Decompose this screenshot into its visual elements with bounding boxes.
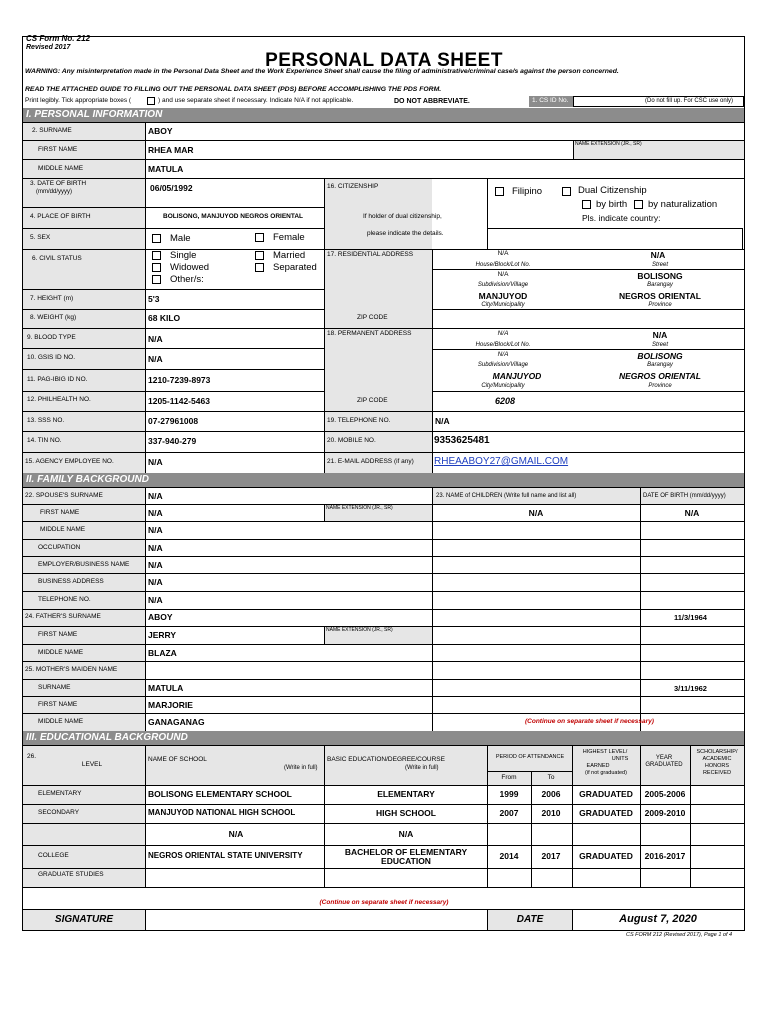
others-option: Other/s: [170, 274, 204, 285]
dual-note-1: If holder of dual citizenship, [363, 213, 442, 220]
res-house-caption: House/Block/Lot No. [475, 262, 531, 268]
elementary-to-value[interactable]: 2006 [541, 789, 561, 799]
perm-city-value[interactable]: MANJUYOD [492, 371, 542, 381]
civil-status-label: 6. CIVIL STATUS [32, 255, 82, 262]
agency-employee-value[interactable]: N/A [148, 457, 163, 467]
warning-text: WARNING: Any misinterpretation made in the Personal Data Sheet and the Work Experience Sheet shall cause the filing of administrative/criminal case/s against the person concerned. [25, 68, 619, 75]
mother-first-name-value[interactable]: MARJORIE [148, 700, 193, 710]
secondary-to-value[interactable]: 2010 [541, 808, 561, 818]
res-subdivision-caption: Subdivision/Village [477, 282, 529, 288]
sex-label: 5. SEX [30, 234, 51, 241]
first-name-label: FIRST NAME [38, 146, 78, 153]
perm-subdivision-caption: Subdivision/Village [477, 362, 529, 368]
tin-value[interactable]: 337-940-279 [148, 436, 197, 446]
education-level-graduate: GRADUATE STUDIES [38, 871, 104, 878]
gsis-value[interactable]: N/A [148, 354, 163, 364]
married-checkbox[interactable] [255, 251, 264, 260]
page-title: PERSONAL DATA SHEET [265, 50, 503, 71]
date-label: DATE [516, 914, 544, 925]
period-header: PERIOD OF ATTENDANCE [495, 754, 565, 760]
college-from-value[interactable]: 2014 [499, 851, 519, 861]
dual-citizenship-option: Dual Citizenship [578, 185, 647, 196]
father-name-ext-label: NAME EXTENSION (JR., SR) [326, 627, 393, 633]
mother-surname-value[interactable]: MATULA [148, 683, 184, 693]
school-write-full: (Write in full) [284, 765, 318, 771]
elementary-year-value[interactable]: 2005-2006 [644, 789, 686, 799]
res-subdivision-value[interactable]: N/A [497, 271, 509, 278]
permanent-address-label: 18. PERMANENT ADDRESS [327, 330, 412, 337]
mobile-value[interactable]: 9353625481 [434, 435, 490, 446]
secondary-highest-value[interactable]: GRADUATED [579, 808, 633, 818]
mother-first-name-label: FIRST NAME [38, 701, 78, 708]
res-province-value[interactable]: NEGROS ORIENTAL [618, 291, 702, 301]
mother-dob-value[interactable]: 3/11/1962 [674, 684, 707, 693]
res-street-value[interactable]: N/A [650, 250, 666, 260]
signature-field[interactable] [146, 910, 486, 930]
father-middle-name-label: MIDDLE NAME [38, 649, 84, 656]
secondary-school-value[interactable]: MANJUYOD NATIONAL HIGH SCHOOL [148, 808, 296, 817]
occupation-label: OCCUPATION [38, 544, 81, 551]
honors-header-4: RECEIVED [702, 770, 732, 776]
spouse-first-name-value[interactable]: N/A [148, 508, 163, 518]
college-school-value[interactable]: NEGROS ORIENTAL STATE UNIVERSITY [148, 851, 303, 860]
spouse-middle-name-label: MIDDLE NAME [40, 526, 86, 533]
by-naturalization-option: by naturalization [648, 199, 718, 210]
perm-barangay-caption: Barangay [647, 362, 673, 368]
college-year-value[interactable]: 2016-2017 [644, 851, 686, 861]
widowed-option: Widowed [170, 262, 210, 273]
filipino-option: Filipino [512, 186, 543, 197]
education-header-bg [23, 745, 744, 785]
by-naturalization-checkbox[interactable] [634, 200, 643, 209]
education-level-elementary: ELEMENTARY [38, 790, 82, 797]
father-surname-value[interactable]: ABOY [148, 612, 173, 622]
course-write-full: (Write in full) [405, 765, 439, 771]
perm-city-caption: City/Municipality [481, 383, 525, 389]
filipino-checkbox[interactable] [495, 187, 504, 196]
weight-value[interactable]: 68 KILO [148, 313, 181, 323]
dual-note-2: please indicate the details. [367, 230, 444, 237]
dob-label: 3. DATE OF BIRTH [30, 180, 87, 187]
date-value[interactable]: August 7, 2020 [619, 913, 697, 925]
by-birth-checkbox[interactable] [582, 200, 591, 209]
business-address-label: BUSINESS ADDRESS [38, 578, 104, 585]
email-label: 21. E-MAIL ADDRESS (if any) [327, 458, 414, 465]
to-header: To [547, 774, 555, 781]
telephone-value[interactable]: N/A [435, 416, 450, 426]
dob-format-label: (mm/dd/yyyy) [36, 189, 72, 195]
year-header-1: YEAR [655, 755, 673, 761]
married-option: Married [273, 250, 306, 261]
separated-checkbox[interactable] [255, 263, 264, 272]
secondary-course-value[interactable]: HIGH SCHOOL [376, 808, 436, 818]
blood-type-value[interactable]: N/A [148, 334, 163, 344]
elementary-highest-value[interactable]: GRADUATED [579, 789, 633, 799]
csc-use-note: (Do not fill up. For CSC use only) [645, 98, 734, 104]
employer-label: EMPLOYER/BUSINESS NAME [38, 561, 130, 568]
print-instruction-a: Print legibly. Tick appropriate boxes ( [25, 97, 132, 104]
form-revision: Revised 2017 [26, 44, 71, 51]
spouse-surname-value[interactable]: N/A [148, 491, 163, 501]
first-name-value[interactable]: RHEA MAR [148, 145, 194, 155]
secondary-year-value[interactable]: 2009-2010 [644, 808, 686, 818]
father-dob-value[interactable]: 11/3/1964 [674, 613, 707, 622]
male-option: Male [170, 233, 191, 244]
elementary-from-value[interactable]: 1999 [499, 789, 519, 799]
education-level-secondary: SECONDARY [38, 809, 80, 816]
res-barangay-caption: Barangay [647, 282, 673, 288]
philhealth-label: 12. PHILHEALTH NO. [27, 396, 91, 403]
pagibig-label: 11. PAG-IBIG ID NO. [27, 376, 88, 383]
year-header-2: GRADUATED [645, 762, 683, 768]
height-value[interactable]: 5'3 [148, 294, 160, 304]
blood-type-label: 9. BLOOD TYPE [27, 334, 76, 341]
surname-label: 2. SURNAME [32, 127, 72, 134]
elementary-course-value[interactable]: ELEMENTARY [377, 789, 435, 799]
section-family-background: II. FAMILY BACKGROUND [23, 473, 744, 487]
female-checkbox[interactable] [255, 233, 264, 242]
mother-middle-name-label: MIDDLE NAME [38, 718, 84, 725]
child-dob-value[interactable]: N/A [684, 508, 700, 518]
male-checkbox[interactable] [152, 234, 161, 243]
mother-surname-label: SURNAME [38, 684, 71, 691]
child-name-value[interactable]: N/A [528, 508, 544, 518]
spouse-middle-name-value[interactable]: N/A [148, 525, 163, 535]
sample-checkbox-icon [147, 97, 155, 105]
perm-house-value[interactable]: N/A [497, 330, 509, 337]
res-street-caption: Street [651, 262, 669, 268]
spouse-telephone-value[interactable]: N/A [148, 595, 163, 605]
perm-street-value[interactable]: N/A [652, 330, 668, 340]
perm-province-value[interactable]: NEGROS ORIENTAL [618, 371, 702, 381]
res-barangay-value[interactable]: BOLISONG [637, 271, 683, 281]
philhealth-value[interactable]: 1205-1142-5463 [148, 396, 210, 406]
spouse-telephone-label: TELEPHONE NO. [38, 596, 91, 603]
sss-label: 13. SSS NO. [27, 417, 65, 424]
height-label: 7. HEIGHT (m) [30, 295, 74, 302]
from-header: From [501, 774, 517, 781]
father-first-name-value[interactable]: JERRY [148, 630, 177, 640]
others-checkbox[interactable] [152, 275, 161, 284]
employer-value[interactable]: N/A [148, 560, 163, 570]
pob-value[interactable]: BOLISONG, MANJUYOD NEGROS ORIENTAL [163, 213, 303, 220]
guide-text: READ THE ATTACHED GUIDE TO FILLING OUT THE PERSONAL DATA SHEET (PDS) BEFORE ACCOMPLISHING THE PDS FORM. [25, 86, 442, 93]
father-surname-label: 24. FATHER'S SURNAME [25, 613, 101, 620]
business-address-value[interactable]: N/A [148, 577, 163, 587]
honors-header-3: HONORS [704, 763, 730, 769]
perm-barangay-value[interactable]: BOLISONG [637, 351, 683, 361]
indicate-country-label: Pls. indicate country: [582, 213, 661, 223]
mother-middle-name-value[interactable]: GANAGANAG [148, 717, 205, 727]
education-continue-note: (Continue on separate sheet if necessary) [319, 899, 449, 906]
no-abbreviate-text: DO NOT ABBREVIATE. [394, 98, 470, 105]
college-to-value[interactable]: 2017 [541, 851, 561, 861]
print-instruction-b: ) and use separate sheet if necessary. Indicate N/A if not applicable. [158, 97, 354, 104]
cs-id-label: 1. CS ID No. [529, 96, 573, 107]
section-personal-information: I. PERSONAL INFORMATION [23, 108, 744, 122]
vocational-course-value[interactable]: N/A [398, 829, 414, 839]
sss-value[interactable]: 07-27961008 [148, 416, 199, 426]
female-option: Female [273, 232, 305, 243]
res-zip-label: ZIP CODE [357, 314, 388, 321]
form-number: CS Form No. 212 [26, 34, 91, 43]
highest-header-2: UNITS [611, 756, 629, 762]
res-city-value[interactable]: MANJUYOD [478, 291, 528, 301]
father-first-name-label: FIRST NAME [38, 631, 78, 638]
weight-label: 8. WEIGHT (kg) [30, 314, 77, 321]
college-course-value-1[interactable]: BACHELOR OF ELEMENTARY [344, 847, 468, 857]
tin-label: 14. TIN NO. [27, 437, 62, 444]
section-educational-background: III. EDUCATIONAL BACKGROUND [23, 731, 744, 745]
mother-maiden-name-label: 25. MOTHER'S MAIDEN NAME [25, 666, 118, 673]
college-course-value-2[interactable]: EDUCATION [381, 856, 431, 866]
spouse-first-name-label: FIRST NAME [40, 509, 80, 516]
telephone-label: 19. TELEPHONE NO. [327, 417, 391, 424]
education-level-college: COLLEGE [38, 852, 69, 859]
perm-subdivision-value[interactable]: N/A [497, 351, 509, 358]
perm-zip-value[interactable]: 6208 [494, 396, 516, 406]
spouse-name-ext-label: NAME EXTENSION (JR., SR) [326, 505, 393, 511]
single-checkbox[interactable] [152, 251, 161, 260]
separated-option: Separated [273, 262, 317, 273]
perm-zip-label: ZIP CODE [357, 397, 388, 404]
name-extension-label: NAME EXTENSION (JR., SR) [575, 141, 642, 147]
course-header: BASIC EDUCATION/DEGREE/COURSE [327, 756, 445, 763]
middle-name-label: MIDDLE NAME [38, 165, 84, 172]
dual-citizenship-checkbox[interactable] [562, 187, 571, 196]
highest-header-1: HIGHEST LEVEL/ [582, 749, 628, 755]
middle-name-value[interactable]: MATULA [148, 164, 184, 174]
res-house-value[interactable]: N/A [497, 250, 509, 257]
dob-value[interactable]: 06/05/1992 [150, 183, 193, 193]
father-middle-name-value[interactable]: BLAZA [148, 648, 177, 658]
honors-header-2: ACADEMIC [702, 756, 732, 762]
elementary-school-value[interactable]: BOLISONG ELEMENTARY SCHOOL [148, 789, 292, 799]
perm-province-caption: Province [648, 383, 672, 389]
perm-house-caption: House/Block/Lot No. [475, 342, 531, 348]
res-city-caption: City/Municipality [481, 302, 525, 308]
res-province-caption: Province [648, 302, 672, 308]
email-value[interactable]: RHEAABOY27@GMAIL.COM [434, 456, 569, 467]
mobile-label: 20. MOBILE NO. [327, 437, 376, 444]
pob-label: 4. PLACE OF BIRTH [30, 213, 91, 220]
citizenship-label: 16. CITIZENSHIP [327, 183, 379, 190]
secondary-from-value[interactable]: 2007 [499, 808, 519, 818]
school-header: NAME OF SCHOOL [148, 756, 207, 763]
vocational-school-value[interactable]: N/A [228, 829, 244, 839]
page-number-note: CS FORM 212 (Revised 2017), Page 1 of 4 [626, 932, 733, 938]
family-continue-note: (Continue on separate sheet if necessary) [525, 718, 654, 725]
children-name-label: 23. NAME of CHILDREN (Write full name and list all) [436, 493, 577, 499]
surname-value[interactable]: ABOY [148, 126, 173, 136]
honors-header-1: SCHOLARSHIP/ [696, 749, 738, 755]
spouse-surname-label: 22. SPOUSE'S SURNAME [25, 492, 103, 499]
agency-employee-label: 15. AGENCY EMPLOYEE NO. [25, 458, 114, 465]
widowed-checkbox[interactable] [152, 263, 161, 272]
gsis-label: 10. GSIS ID NO. [27, 354, 76, 361]
highest-header-4: (if not graduated) [585, 770, 627, 776]
by-birth-option: by birth [596, 199, 628, 210]
pagibig-value[interactable]: 1210-7239-8973 [148, 375, 211, 385]
children-dob-label: DATE OF BIRTH (mm/dd/yyyy) [643, 493, 726, 499]
college-highest-value[interactable]: GRADUATED [579, 851, 633, 861]
signature-label: SIGNATURE [54, 914, 114, 925]
residential-address-label: 17. RESIDENTIAL ADDRESS [327, 251, 414, 258]
label-column-right-bg [324, 178, 432, 473]
highest-header-3: EARNED [586, 763, 610, 769]
single-option: Single [170, 250, 197, 261]
occupation-value[interactable]: N/A [148, 543, 163, 553]
education-number: 26. [27, 753, 37, 760]
level-header: LEVEL [81, 761, 103, 768]
perm-street-caption: Street [651, 342, 669, 348]
